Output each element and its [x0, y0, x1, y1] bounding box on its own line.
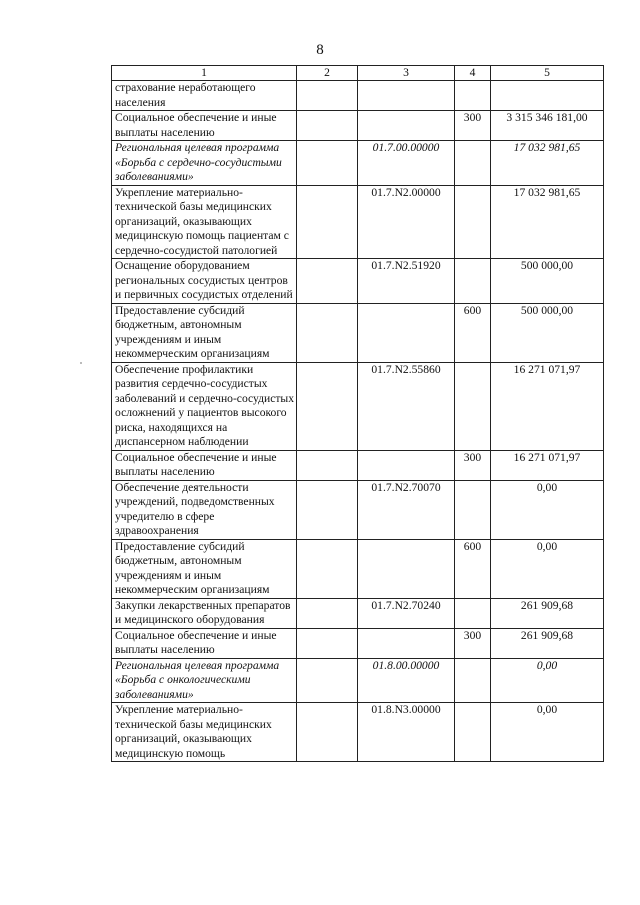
row-section-cell [297, 658, 358, 703]
row-sum-cell: 16 271 071,97 [491, 450, 604, 480]
table-row [112, 703, 604, 762]
row-name-cell: Укрепление материально-технической базы медицинских организаций, оказывающих медицинскую помощь [112, 703, 297, 762]
row-type-cell [455, 480, 491, 539]
row-code-cell: 01.7.N2.70070 [358, 480, 455, 539]
page-number: 8 [316, 42, 324, 58]
row-name-cell: Укрепление материально-технической базы медицинских организаций, оказывающих медицинскую помощь пациентам с сердечно-сосудистой патологией [112, 185, 297, 259]
row-sum-cell: 3 315 346 181,00 [491, 111, 604, 141]
table-row [112, 628, 604, 658]
table-row [112, 362, 604, 450]
row-sum-cell: 17 032 981,65 [491, 185, 604, 259]
header-col-3: 3 [358, 66, 455, 81]
row-name-cell: Социальное обеспечение и иные выплаты населению [112, 628, 297, 658]
row-section-cell [297, 628, 358, 658]
row-code-cell [358, 450, 455, 480]
row-section-cell [297, 539, 358, 598]
table-row [112, 259, 604, 304]
row-type-cell: 600 [455, 303, 491, 362]
table-row [112, 303, 604, 362]
row-type-cell [455, 703, 491, 762]
row-section-cell [297, 141, 358, 186]
row-section-cell [297, 480, 358, 539]
header-col-1: 1 [112, 66, 297, 81]
row-name-cell: страхование неработающего населения [112, 81, 297, 111]
row-section-cell [297, 111, 358, 141]
row-type-cell [455, 81, 491, 111]
row-section-cell [297, 362, 358, 450]
row-code-cell [358, 628, 455, 658]
table-body [112, 81, 604, 762]
row-sum-cell: 500 000,00 [491, 259, 604, 304]
row-section-cell [297, 259, 358, 304]
row-code-cell [358, 111, 455, 141]
row-type-cell: 300 [455, 628, 491, 658]
row-type-cell [455, 362, 491, 450]
table-row [112, 141, 604, 186]
table-row [112, 539, 604, 598]
row-section-cell [297, 81, 358, 111]
row-name-cell: Региональная целевая программа «Борьба с сердечно-сосудистыми заболеваниями» [112, 141, 297, 186]
scan-speck [80, 362, 82, 364]
row-name-cell: Социальное обеспечение и иные выплаты населению [112, 111, 297, 141]
row-code-cell: 01.7.N2.55860 [358, 362, 455, 450]
table-row [112, 598, 604, 628]
table-row [112, 81, 604, 111]
row-code-cell: 01.7.N2.00000 [358, 185, 455, 259]
row-code-cell: 01.7.N2.70240 [358, 598, 455, 628]
table-row [112, 450, 604, 480]
budget-table [111, 65, 604, 762]
row-section-cell [297, 598, 358, 628]
row-type-cell [455, 141, 491, 186]
table-row [112, 480, 604, 539]
row-type-cell [455, 598, 491, 628]
row-code-cell: 01.8.N3.00000 [358, 703, 455, 762]
row-type-cell [455, 259, 491, 304]
row-sum-cell [491, 81, 604, 111]
row-sum-cell: 261 909,68 [491, 628, 604, 658]
row-type-cell: 300 [455, 111, 491, 141]
row-sum-cell: 500 000,00 [491, 303, 604, 362]
row-code-cell: 01.7.00.00000 [358, 141, 455, 186]
header-col-4: 4 [455, 66, 491, 81]
row-sum-cell: 17 032 981,65 [491, 141, 604, 186]
table-row [112, 185, 604, 259]
header-col-2: 2 [297, 66, 358, 81]
row-code-cell [358, 81, 455, 111]
row-name-cell: Закупки лекарственных препаратов и медицинского оборудования [112, 598, 297, 628]
row-type-cell [455, 185, 491, 259]
row-type-cell [455, 658, 491, 703]
row-name-cell: Оснащение оборудованием региональных сосудистых центров и первичных сосудистых отделений [112, 259, 297, 304]
row-type-cell: 300 [455, 450, 491, 480]
row-sum-cell: 0,00 [491, 480, 604, 539]
table-row [112, 658, 604, 703]
row-section-cell [297, 703, 358, 762]
row-name-cell: Обеспечение профилактики развития сердечно-сосудистых заболеваний и сердечно-сосудистых осложнений у пациентов высокого риска, находящихся на диспансерном наблюдении [112, 362, 297, 450]
row-sum-cell: 261 909,68 [491, 598, 604, 628]
row-section-cell [297, 450, 358, 480]
table-header-row [112, 66, 604, 81]
row-code-cell: 01.7.N2.51920 [358, 259, 455, 304]
row-sum-cell: 0,00 [491, 539, 604, 598]
row-sum-cell: 0,00 [491, 658, 604, 703]
row-name-cell: Предоставление субсидий бюджетным, автономным учреждениям и иным некоммерческим организациям [112, 303, 297, 362]
row-code-cell: 01.8.00.00000 [358, 658, 455, 703]
table-row [112, 111, 604, 141]
row-name-cell: Предоставление субсидий бюджетным, автономным учреждениям и иным некоммерческим организациям [112, 539, 297, 598]
row-type-cell: 600 [455, 539, 491, 598]
row-name-cell: Социальное обеспечение и иные выплаты населению [112, 450, 297, 480]
row-sum-cell: 0,00 [491, 703, 604, 762]
row-sum-cell: 16 271 071,97 [491, 362, 604, 450]
row-name-cell: Региональная целевая программа «Борьба с онкологическими заболеваниями» [112, 658, 297, 703]
header-col-5: 5 [491, 66, 604, 81]
row-section-cell [297, 303, 358, 362]
row-section-cell [297, 185, 358, 259]
row-code-cell [358, 539, 455, 598]
row-name-cell: Обеспечение деятельности учреждений, подведомственных учредителю в сфере здравоохранения [112, 480, 297, 539]
row-code-cell [358, 303, 455, 362]
